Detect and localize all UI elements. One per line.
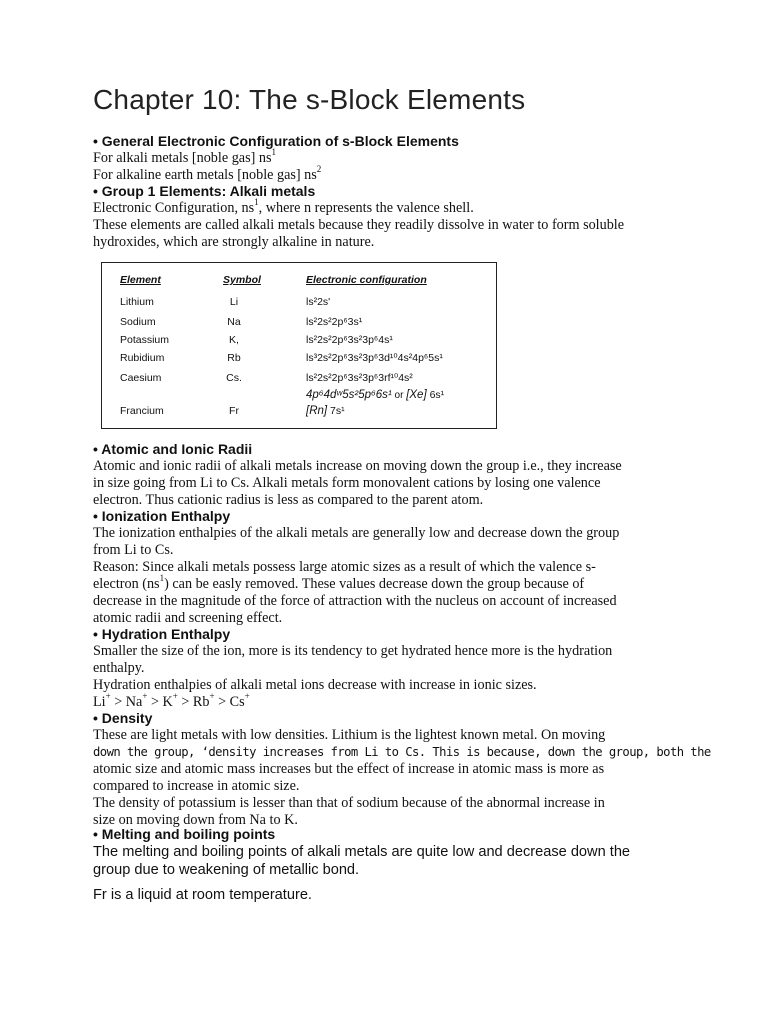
paragraph-line: The density of potassium is lesser than that of sodium because of the abnormal increase in [93, 795, 605, 811]
table-header-config: Electronic configuration [306, 274, 427, 286]
table-cell-symbol: Fr [229, 405, 239, 417]
table-cell-element: Potassium [120, 334, 170, 346]
table-cell-config: ls²2s²2p⁶3s¹ [306, 316, 363, 328]
section-group1 [93, 183, 678, 251]
section-heading: • Atomic and Ionic Radii [93, 441, 253, 457]
table-cell-element: Francium [120, 405, 164, 417]
chapter-title: Chapter 10: The s-Block Elements [93, 84, 526, 115]
paragraph-line: electron $(ns^1)$ can be easly removed. These values decrease down the group because of [93, 573, 585, 592]
paragraph-line: These are light metals with low densities. Lithium is the lightest known metal. On moving [93, 727, 606, 743]
paragraph-line: enthalpy. [93, 660, 145, 676]
section-heading: • Ionization Enthalpy [93, 508, 231, 524]
paragraph-line: down the group, ‘density increases from Li to Cs. This is because, down the group, both the [93, 745, 711, 759]
paragraph-line: The ionization enthalpies of the alkali metals are generally low and decrease down the group [93, 525, 620, 541]
config-line-alkali: For alkali metals [noble gas] $ns^1$ [93, 147, 276, 166]
paragraph-line: The melting and boiling points of alkali metals are quite low and decrease down the [93, 844, 631, 860]
paragraph-line: Fr is a liquid at room temperature. [93, 887, 312, 903]
paragraph-line: These elements are called alkali metals because they readily dissolve in water to form soluble [93, 217, 625, 233]
config-line-alkaline-earth: For alkaline earth metals [noble gas] $ns^2$ [93, 164, 322, 183]
table-cell-symbol: Na [227, 316, 241, 328]
section-general-config [93, 133, 678, 184]
paragraph-line: atomic size and atomic mass increases but the effect of increase in atomic mass is more as [93, 761, 605, 777]
paragraph-line: in size going from Li to Cs. Alkali metals form monovalent cations by losing one valence [93, 475, 601, 491]
section-heading: • Density [93, 710, 153, 726]
section-ionization-enthalpy [93, 508, 678, 627]
table-cell-config-francium-line1: 4p⁶4dʷ5s²5p⁶6s¹ or [Xe] 6s¹ [306, 389, 445, 401]
section-heading: • Melting and boiling points [93, 826, 276, 842]
paragraph-line: Reason: Since alkali metals possess large atomic sizes as a result of which the valence s- [93, 559, 596, 575]
table-cell-symbol: Li [229, 296, 239, 308]
table-cell-element: Caesium [120, 372, 162, 384]
section-heading: • General Electronic Configuration of s-Block Elements [93, 133, 459, 149]
ion-order-line: Li+ > Na+ > K+ > Rb+ > Cs+ [93, 691, 250, 710]
table-cell-element: Lithium [120, 296, 154, 308]
paragraph-line: Atomic and ionic radii of alkali metals increase on moving down the group i.e., they increase [93, 458, 622, 474]
paragraph-line: decrease in the magnitude of the force of attraction with the nucleus on account of increased [93, 593, 617, 609]
table-cell-config: ls²2s²2p⁶3s²3p⁶4s¹ [306, 334, 393, 346]
section-melting-boiling [93, 826, 678, 904]
table-cell-symbol: K, [229, 334, 239, 346]
section-heading: • Group 1 Elements: Alkali metals [93, 183, 316, 199]
paragraph-line: Hydration enthalpies of alkali metal ions decrease with increase in ionic sizes. [93, 677, 537, 693]
table-cell-config: ls³2s²2p⁶3s²3p⁶3d¹⁰4s²4p⁶5s¹ [306, 352, 443, 364]
electronic-config-line: Electronic Configuration, $ns^1$, where n represents the valence shell. [93, 197, 474, 216]
table-header-symbol: Symbol [223, 274, 261, 286]
table-cell-symbol: Cs. [226, 372, 242, 384]
table-cell-config: ls²2s' [306, 296, 331, 308]
paragraph-line: electron. Thus cationic radius is less as compared to the parent atom. [93, 492, 484, 508]
paragraph-line: Smaller the size of the ion, more is its tendency to get hydrated hence more is the hydration [93, 643, 613, 659]
section-density [93, 710, 711, 829]
table-cell-symbol: Rb [227, 352, 241, 364]
table-cell-element: Rubidium [120, 352, 165, 364]
paragraph-line: from Li to Cs. [93, 542, 174, 558]
table-header-element: Element [120, 274, 161, 286]
paragraph-line: size on moving down from Na to K. [93, 812, 298, 828]
paragraph-line: compared to increase in atomic size. [93, 778, 300, 794]
table-cell-config: ls²2s²2p⁶3s²3p⁶3rf¹⁰4s² [306, 372, 413, 384]
paragraph-line: hydroxides, which are strongly alkaline in nature. [93, 234, 375, 250]
paragraph-line: atomic radii and screening effect. [93, 610, 283, 626]
section-heading: • Hydration Enthalpy [93, 626, 231, 642]
element-config-table [101, 262, 497, 429]
paragraph-line: group due to weakening of metallic bond. [93, 862, 360, 878]
table-cell-config-francium-line2: [Rn] 7s¹ [306, 405, 345, 417]
table-cell-element: Sodium [120, 316, 156, 328]
section-hydration-enthalpy [93, 626, 678, 711]
section-atomic-ionic-radii [93, 441, 678, 509]
